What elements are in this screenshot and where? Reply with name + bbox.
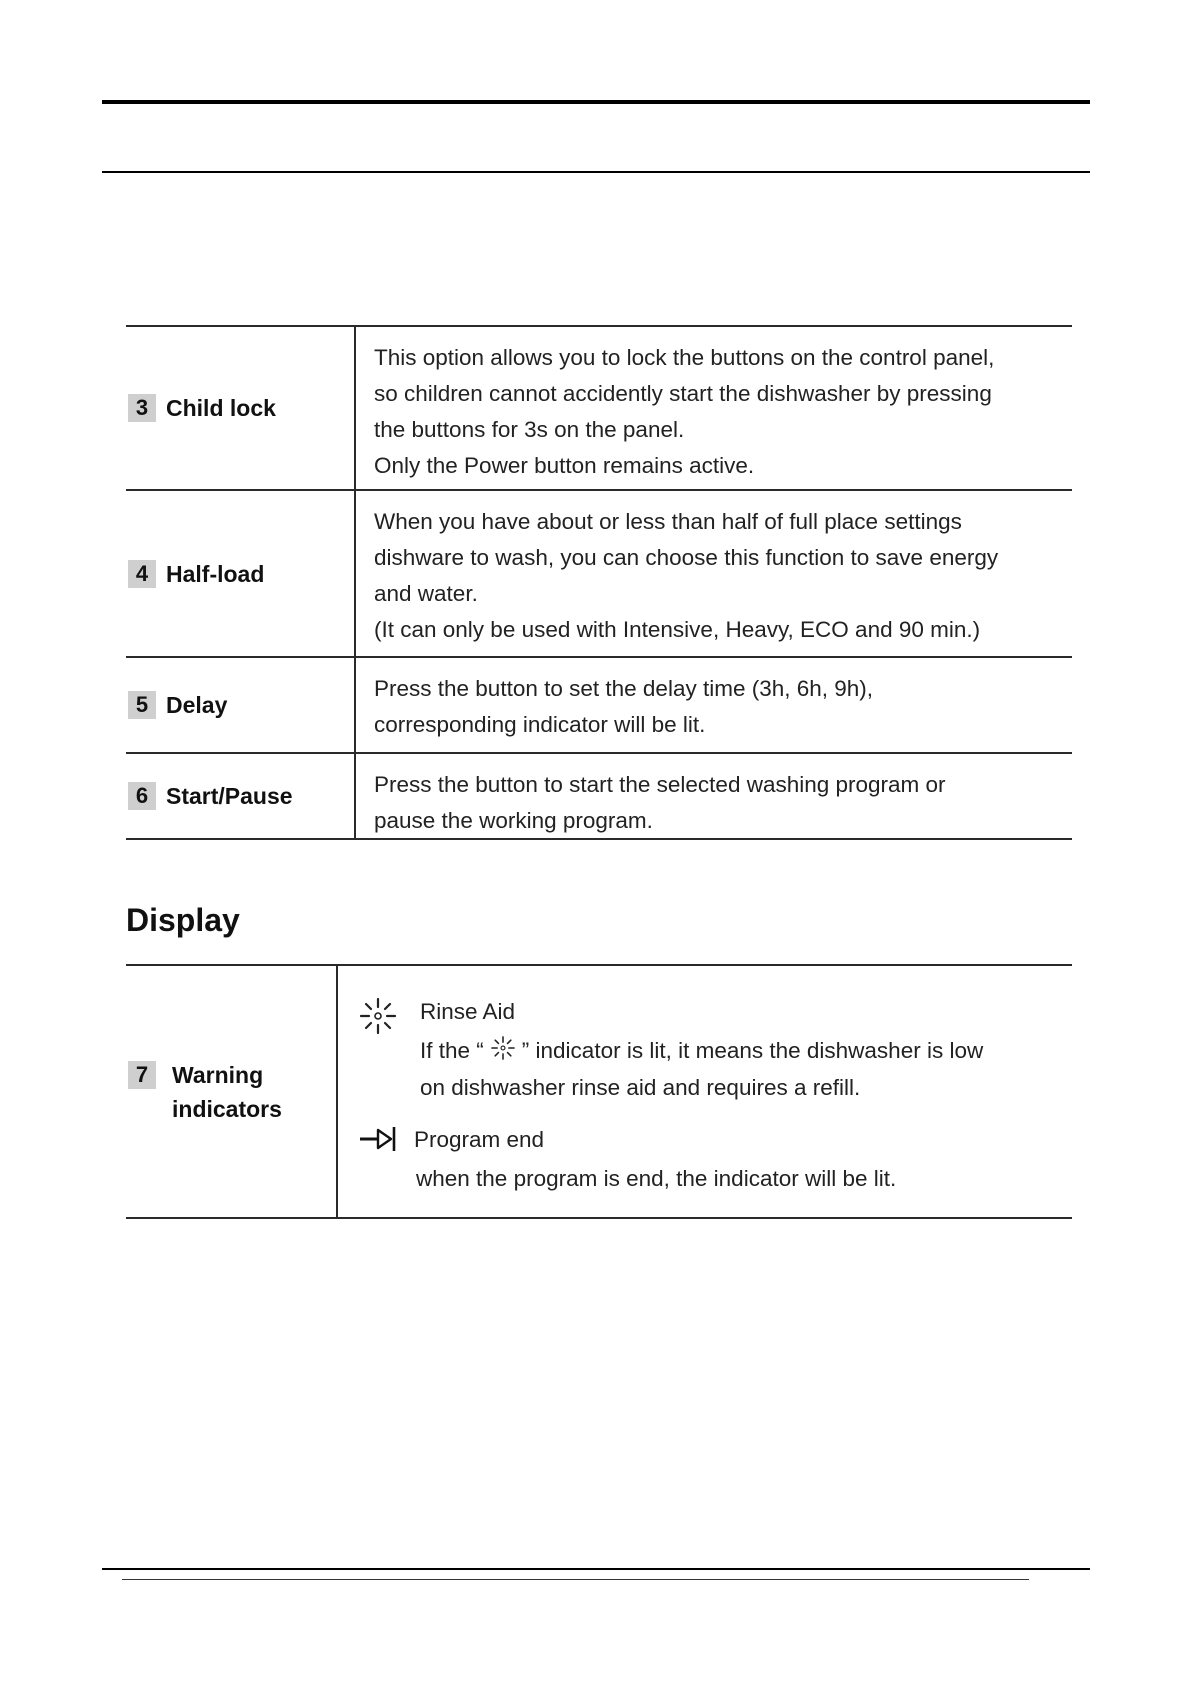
description-line: Only the Power button remains active. [374, 453, 755, 478]
display-label-line2: indicators [172, 1095, 282, 1122]
table-row [126, 656, 1072, 752]
description-line: Press the button to start the selected washing program or [374, 772, 946, 797]
table-row [126, 489, 1072, 656]
control-label-cell [126, 658, 356, 752]
program-end-title: Program end [414, 1127, 545, 1152]
control-label: Delay [166, 692, 228, 718]
description-line: corresponding indicator will be lit. [374, 712, 706, 737]
description-line: Press the button to set the delay time (3h, 6h, 9h), [374, 676, 874, 701]
control-description [356, 491, 1072, 656]
rinse-aid-desc-line2: on dishwasher rinse aid and requires a refill. [420, 1075, 861, 1100]
description-line: dishware to wash, you can choose this function to save energy [374, 545, 999, 570]
rinse-aid-description [420, 1033, 983, 1069]
display-label-cell [126, 966, 338, 1217]
header-rule-thin [102, 171, 1090, 173]
table-row [126, 752, 1072, 840]
description-line: so children cannot accidently start the dishwasher by pressing [374, 381, 992, 406]
controls-table [126, 325, 1072, 840]
display-label-line1: Warning [172, 1061, 264, 1088]
rinse-aid-desc-prefix: If the “ [420, 1038, 484, 1063]
section-heading-display: Display [126, 902, 240, 938]
number-badge: 7 [128, 1061, 156, 1089]
number-badge: 6 [128, 782, 156, 810]
description-line: When you have about or less than half of full place settings [374, 509, 962, 534]
table-row [126, 325, 1072, 489]
rinse-aid-inline-icon [490, 1035, 516, 1061]
number-badge: 5 [128, 691, 156, 719]
control-label-cell [126, 327, 356, 489]
control-label-cell [126, 754, 356, 838]
rinse-aid-title: Rinse Aid [420, 999, 516, 1024]
description-line: (It can only be used with Intensive, Heavy, ECO and 90 min.) [374, 617, 981, 642]
number-badge: 4 [128, 560, 156, 588]
display-description [338, 966, 1072, 1217]
description-line: and water. [374, 581, 478, 606]
rinse-aid-desc-suffix: ” indicator is lit, it means the dishwasher is low [521, 1038, 984, 1063]
footer-rule-1 [102, 1568, 1090, 1570]
program-end-icon [358, 1124, 402, 1154]
control-label: Start/Pause [166, 783, 293, 809]
table-row [126, 964, 1072, 1219]
control-description [356, 754, 1072, 838]
control-label-cell [126, 491, 356, 656]
control-description [356, 327, 1072, 489]
description-line: pause the working program. [374, 808, 653, 833]
description-line: This option allows you to lock the buttons on the control panel, [374, 345, 995, 370]
header-rule-thick [102, 100, 1090, 104]
control-label: Half-load [166, 560, 265, 587]
number-badge: 3 [128, 394, 156, 422]
description-line: the buttons for 3s on the panel. [374, 417, 685, 442]
rinse-aid-sun-icon [358, 996, 398, 1036]
display-table [126, 964, 1072, 1219]
program-end-description: when the program is end, the indicator will be lit. [416, 1166, 897, 1191]
footer-rule-2 [122, 1579, 1029, 1580]
control-label: Child lock [166, 395, 276, 421]
control-description [356, 658, 1072, 752]
